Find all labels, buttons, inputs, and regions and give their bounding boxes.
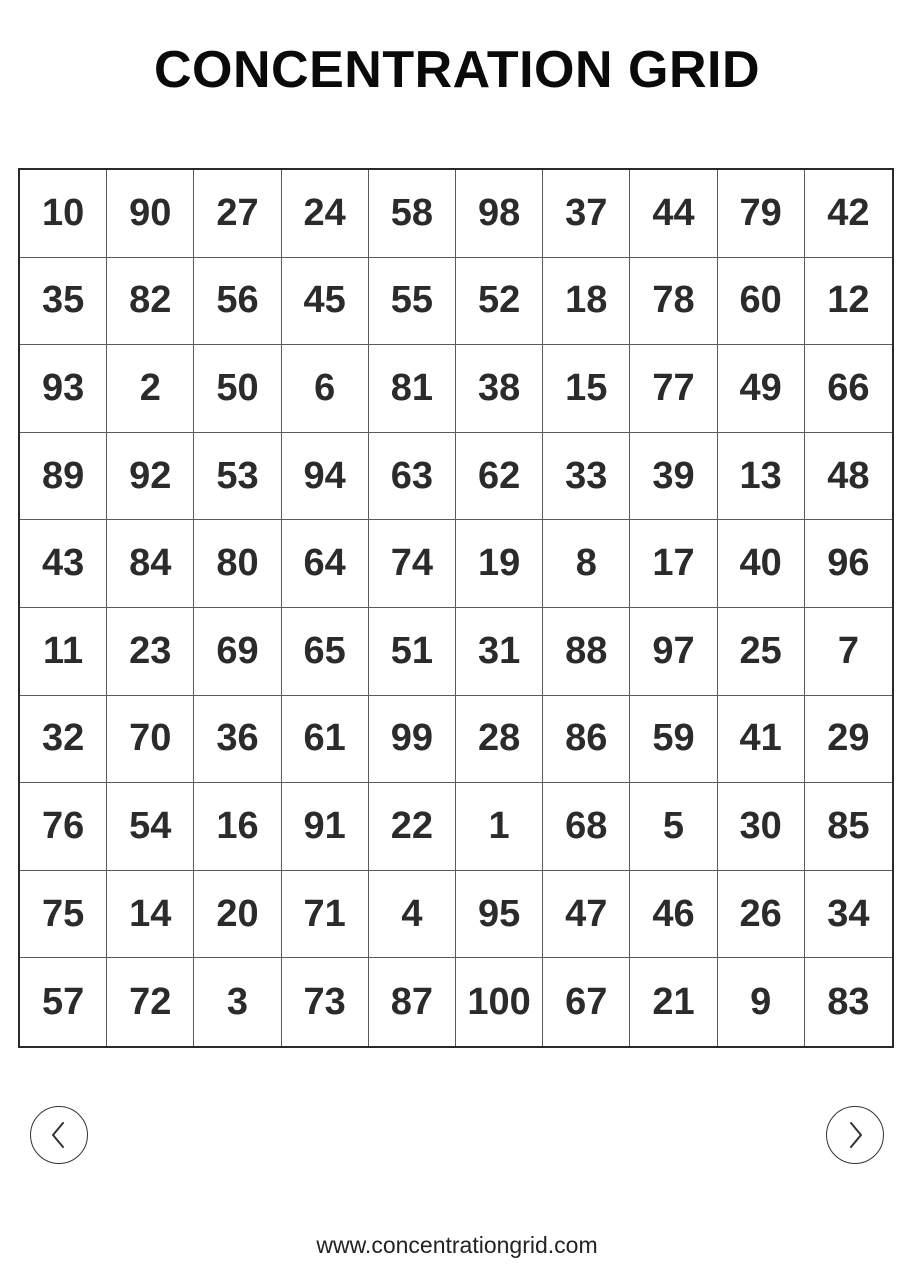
grid-cell[interactable]: 21 [630,958,717,1046]
grid-cell[interactable]: 93 [20,345,107,433]
grid-cell[interactable]: 8 [543,520,630,608]
grid-cell[interactable]: 40 [718,520,805,608]
grid-cell[interactable]: 75 [20,871,107,959]
grid-cell[interactable]: 35 [20,258,107,346]
grid-cell[interactable]: 76 [20,783,107,871]
grid-cell[interactable]: 10 [20,170,107,258]
grid-cell[interactable]: 17 [630,520,717,608]
grid-cell[interactable]: 64 [282,520,369,608]
grid-cell[interactable]: 49 [718,345,805,433]
grid-cell[interactable]: 7 [805,608,892,696]
grid-cell[interactable]: 36 [194,696,281,784]
grid-cell[interactable]: 23 [107,608,194,696]
grid-cell[interactable]: 79 [718,170,805,258]
grid-cell[interactable]: 87 [369,958,456,1046]
grid-cell[interactable]: 12 [805,258,892,346]
grid-cell[interactable]: 74 [369,520,456,608]
grid-cell[interactable]: 80 [194,520,281,608]
grid-cell[interactable]: 96 [805,520,892,608]
grid-cell[interactable]: 78 [630,258,717,346]
grid-cell[interactable]: 88 [543,608,630,696]
grid-cell[interactable]: 99 [369,696,456,784]
grid-cell[interactable]: 90 [107,170,194,258]
grid-cell[interactable]: 55 [369,258,456,346]
grid-cell[interactable]: 85 [805,783,892,871]
grid-cell[interactable]: 57 [20,958,107,1046]
grid-cell[interactable]: 4 [369,871,456,959]
grid-cell[interactable]: 81 [369,345,456,433]
chevron-right-icon [844,1119,866,1151]
grid-cell[interactable]: 53 [194,433,281,521]
number-grid [18,168,894,1048]
grid-cell[interactable]: 59 [630,696,717,784]
website-url: www.concentrationgrid.com [316,1232,598,1258]
grid-cell[interactable]: 13 [718,433,805,521]
grid-cell[interactable]: 45 [282,258,369,346]
grid-cell[interactable]: 73 [282,958,369,1046]
previous-button[interactable] [30,1106,88,1164]
grid-cell[interactable]: 47 [543,871,630,959]
grid-cell[interactable]: 29 [805,696,892,784]
grid-cell[interactable]: 20 [194,871,281,959]
grid-cell[interactable]: 19 [456,520,543,608]
grid-cell[interactable]: 92 [107,433,194,521]
grid-cell[interactable]: 42 [805,170,892,258]
grid-cell[interactable]: 24 [282,170,369,258]
grid-cell[interactable]: 37 [543,170,630,258]
grid-cell[interactable]: 9 [718,958,805,1046]
grid-cell[interactable]: 43 [20,520,107,608]
grid-cell[interactable]: 44 [630,170,717,258]
grid-cell[interactable]: 46 [630,871,717,959]
grid-cell[interactable]: 77 [630,345,717,433]
grid-cell[interactable]: 95 [456,871,543,959]
grid-cell[interactable]: 41 [718,696,805,784]
grid-cell[interactable]: 61 [282,696,369,784]
grid-cell[interactable]: 2 [107,345,194,433]
page-title: CONCENTRATION GRID [153,41,760,99]
grid-cell[interactable]: 22 [369,783,456,871]
grid-cell[interactable]: 69 [194,608,281,696]
grid-cell[interactable]: 62 [456,433,543,521]
grid-cell[interactable]: 11 [20,608,107,696]
grid-cell[interactable]: 51 [369,608,456,696]
grid-cell[interactable]: 58 [369,170,456,258]
grid-cell[interactable]: 63 [369,433,456,521]
grid-cell[interactable]: 25 [718,608,805,696]
grid-cell[interactable]: 65 [282,608,369,696]
grid-cell[interactable]: 82 [107,258,194,346]
grid-cell[interactable]: 67 [543,958,630,1046]
grid-cell[interactable]: 94 [282,433,369,521]
grid-cell[interactable]: 39 [630,433,717,521]
grid-cell[interactable]: 71 [282,871,369,959]
grid-cell[interactable]: 91 [282,783,369,871]
grid-cell[interactable]: 97 [630,608,717,696]
grid-cell[interactable]: 68 [543,783,630,871]
chevron-left-icon [48,1119,70,1151]
grid-cell[interactable]: 50 [194,345,281,433]
grid-cell[interactable]: 72 [107,958,194,1046]
grid-cell[interactable]: 32 [20,696,107,784]
grid-cell[interactable]: 38 [456,345,543,433]
grid-cell[interactable]: 48 [805,433,892,521]
grid-cell[interactable]: 83 [827,980,870,1023]
grid-cell[interactable]: 86 [543,696,630,784]
grid-cell[interactable]: 26 [718,871,805,959]
grid-cell[interactable]: 5 [630,783,717,871]
next-button[interactable] [826,1106,884,1164]
grid-cell[interactable]: 16 [194,783,281,871]
grid-cell[interactable]: 100 [456,958,543,1046]
grid-cell[interactable]: 56 [194,258,281,346]
grid-cell[interactable]: 66 [805,345,892,433]
grid-cell[interactable]: 54 [107,783,194,871]
grid-cell[interactable]: 34 [805,871,892,959]
grid-cell[interactable]: 33 [543,433,630,521]
grid-cell[interactable]: 84 [107,520,194,608]
grid-cell[interactable]: 15 [543,345,630,433]
grid-cell[interactable]: 27 [194,170,281,258]
grid-cell[interactable]: 52 [456,258,543,346]
grid-cell[interactable]: 30 [718,783,805,871]
grid-cell[interactable]: 60 [718,258,805,346]
grid-cell[interactable]: 3 [194,958,281,1046]
grid-cell[interactable]: 6 [282,345,369,433]
grid-cell[interactable]: 1 [456,783,543,871]
grid-cell[interactable]: 28 [456,696,543,784]
grid-cell[interactable]: 70 [107,696,194,784]
grid-cell[interactable]: 31 [456,608,543,696]
grid-cell[interactable]: 89 [20,433,107,521]
grid-cell[interactable]: 98 [456,170,543,258]
grid-cell[interactable]: 18 [543,258,630,346]
grid-cell[interactable]: 14 [107,871,194,959]
